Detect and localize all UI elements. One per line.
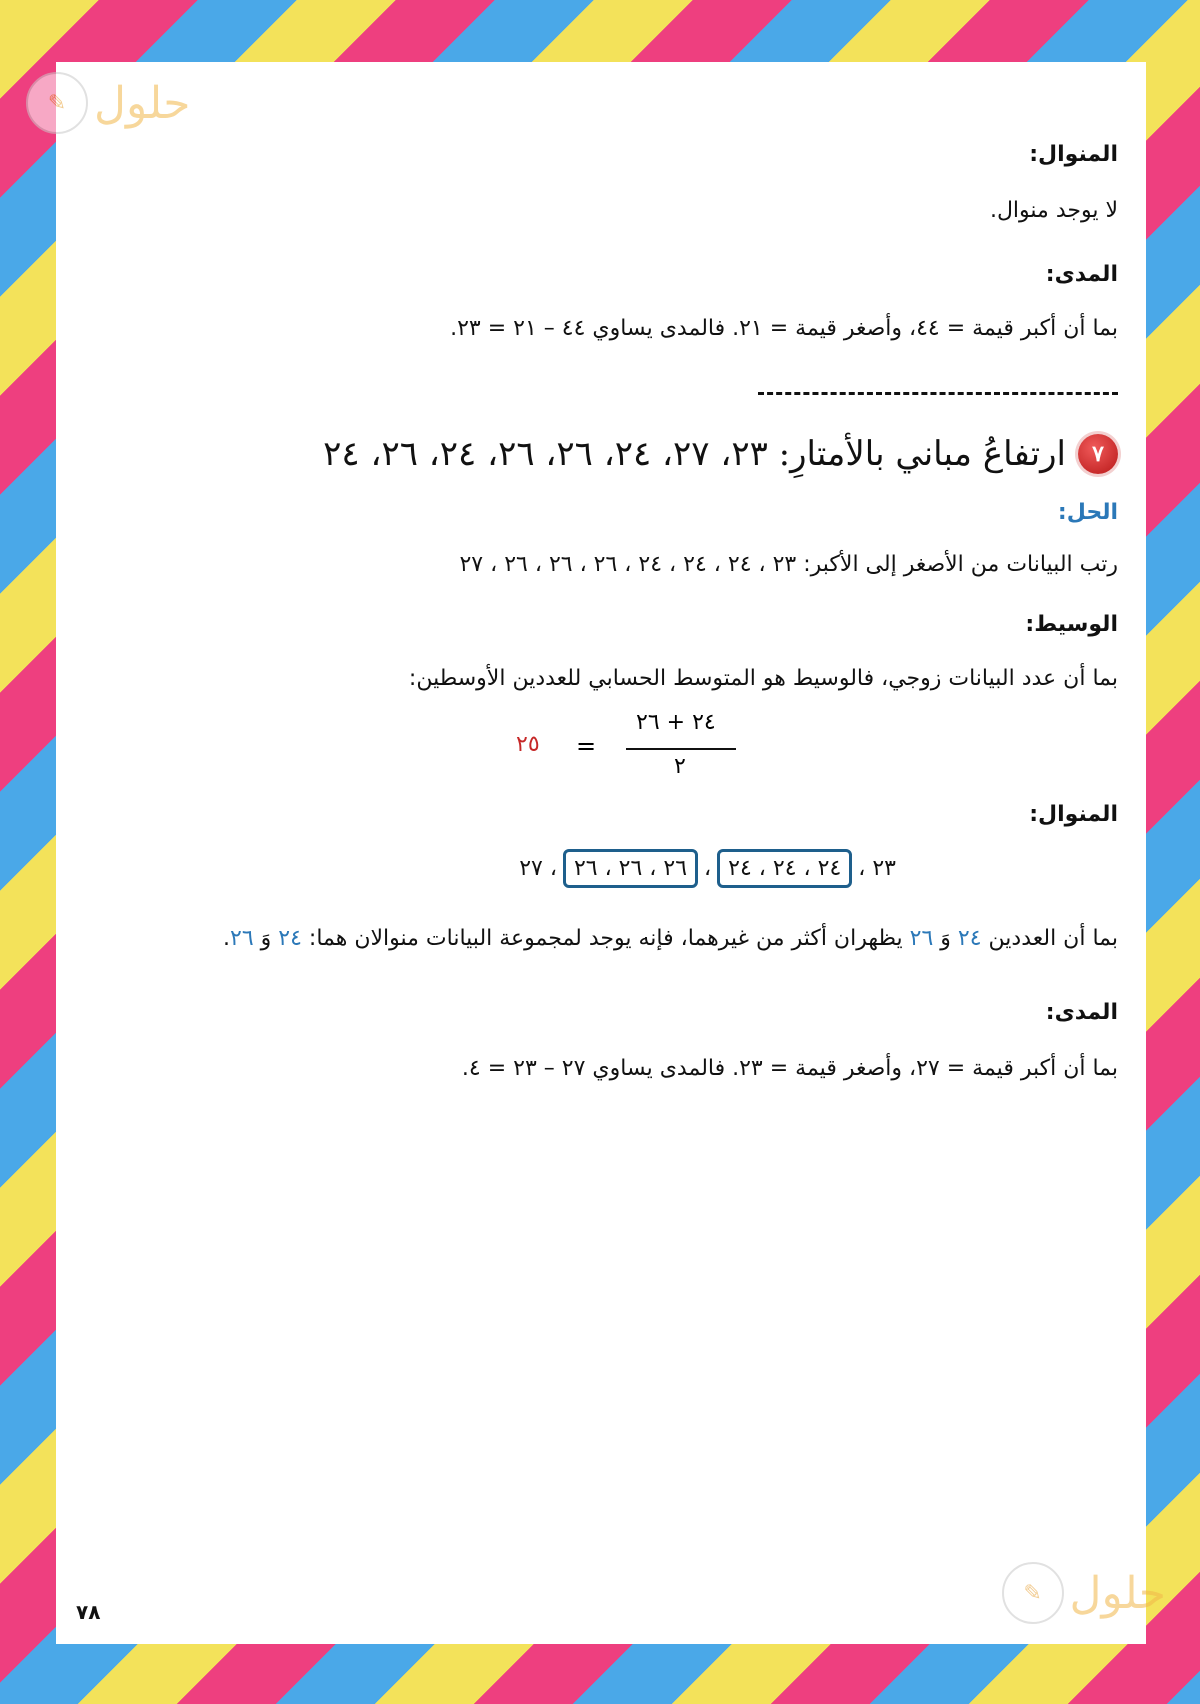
median-text: بما أن عدد البيانات زوجي، فالوسيط هو المتوسط الحسابي للعددين الأوسطين: <box>408 666 1118 691</box>
mode-and: وَ <box>940 926 951 951</box>
question-7 <box>323 434 1118 474</box>
mode-box-24: ٢٤ ، ٢٤ ، ٢٤ <box>717 849 852 888</box>
prev-mode-text: لا يوجد منوال. <box>989 198 1118 223</box>
mode-row-last: ، ٢٧ <box>519 855 557 881</box>
median-fraction <box>516 710 756 790</box>
mode-row-sep: ، <box>704 855 712 881</box>
mode-row <box>336 844 896 892</box>
mode-number-24: ٢٤ <box>957 926 982 951</box>
logo-icon-2: ✎ <box>1002 1562 1064 1624</box>
logo-icon: ✎ <box>26 72 88 134</box>
fraction-result: ٢٥ <box>516 732 540 757</box>
logo-word-2: حلول <box>1069 1567 1166 1619</box>
range-text: بما أن أكبر قيمة = ٢٧، وأصغر قيمة = ٢٣. فالمدى يساوي ٢٧ – ٢٣ = ٤. <box>461 1056 1118 1081</box>
mode-answer-26: ٢٦ <box>230 926 254 951</box>
mode-box-26: ٢٦ ، ٢٦ ، ٢٦ <box>563 849 698 888</box>
mode-explanation <box>223 926 1118 951</box>
mode-text-b: يظهران أكثر من غيرهما، فإنه يوجد لمجموعة البيانات منوالان هما: <box>308 926 903 951</box>
solution-label: الحل: <box>1057 500 1118 525</box>
mode-end: . <box>223 926 230 951</box>
page-sheet <box>47 62 1166 1644</box>
fraction-equals: = <box>576 732 597 760</box>
prev-mode-heading: المنوال: <box>1029 142 1118 167</box>
fraction-numerator: ٢٤ + ٢٦ <box>636 710 716 735</box>
prev-range-heading: المدى: <box>1045 262 1118 287</box>
mode-answer-24: ٢٤ <box>278 926 302 951</box>
fraction-bar <box>626 748 736 750</box>
prev-range-text: بما أن أكبر قيمة = ٤٤، وأصغر قيمة = ٢١. فالمدى يساوي ٤٤ – ٢١ = ٢٣. <box>450 316 1118 341</box>
mode-and-2: وَ <box>260 926 272 951</box>
logo-top-left <box>26 72 190 134</box>
median-heading: الوسيط: <box>1025 612 1118 637</box>
fraction-denominator: ٢ <box>674 754 686 779</box>
logo-word: حلول <box>94 77 191 129</box>
question-number-badge: ٧ <box>1078 434 1118 474</box>
mode-row-first: ٢٣ ، <box>858 855 896 881</box>
mode-number-26: ٢٦ <box>909 926 934 951</box>
page-number: ٧٨ <box>76 1600 101 1624</box>
range-heading: المدى: <box>1045 1000 1118 1025</box>
question-text: ارتفاعُ مباني بالأمتارِ: ٢٣، ٢٧، ٢٤، ٢٦، ٢٦، ٢٤، ٢٦، ٢٤ <box>323 434 1066 474</box>
order-text: رتب البيانات من الأصغر إلى الأكبر: ٢٣ ، ٢٤ ، ٢٤ ، ٢٤ ، ٢٦ ، ٢٦ ، ٢٦ ، ٢٧ <box>459 552 1118 577</box>
mode-text-a: بما أن العددين <box>988 926 1118 951</box>
logo-bottom-right <box>1002 1562 1166 1624</box>
section-divider <box>758 392 1118 395</box>
mode-heading: المنوال: <box>1029 802 1118 827</box>
